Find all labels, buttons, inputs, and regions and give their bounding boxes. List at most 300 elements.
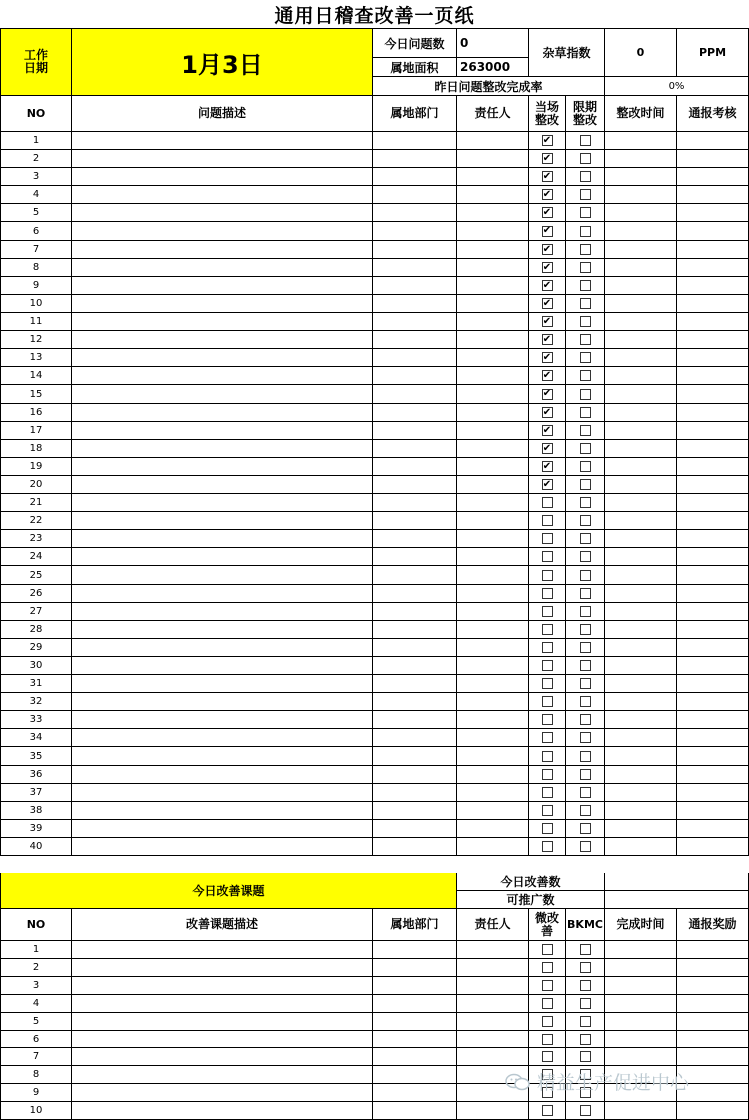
improve-desc-cell[interactable] [72,1013,373,1031]
issue-dept-cell[interactable] [373,566,457,585]
issue-owner-cell[interactable] [457,150,529,168]
issue-dept-cell[interactable] [373,820,457,838]
onsite-fix-checkbox[interactable]: ✔ [542,388,552,399]
issue-desc-cell[interactable] [72,349,373,367]
issue-desc-cell[interactable] [72,476,373,494]
improve-dept-cell[interactable] [373,1013,457,1031]
issue-fix-time-cell[interactable] [605,168,677,186]
issue-fix-time-cell[interactable] [605,729,677,747]
improve-finish-time-cell[interactable] [605,995,677,1013]
issue-desc-cell[interactable] [72,657,373,675]
issue-dept-cell[interactable] [373,476,457,494]
issue-desc-cell[interactable] [72,675,373,693]
micro-improve-checkbox[interactable] [542,1034,553,1045]
issue-owner-cell[interactable] [457,639,529,657]
improve-owner-cell[interactable] [457,1048,529,1066]
issue-desc-cell[interactable] [72,802,373,820]
issue-dept-cell[interactable] [373,458,457,476]
issue-owner-cell[interactable] [457,820,529,838]
issue-owner-cell[interactable] [457,222,529,241]
issue-fix-time-cell[interactable] [605,802,677,820]
issue-dept-cell[interactable] [373,422,457,440]
issue-notice-cell[interactable] [677,512,749,530]
issue-notice-cell[interactable] [677,132,749,150]
issue-notice-cell[interactable] [677,168,749,186]
deadline-fix-checkbox[interactable] [580,370,591,381]
issue-notice-cell[interactable] [677,476,749,494]
improve-dept-cell[interactable] [373,977,457,995]
deadline-fix-checkbox[interactable] [580,751,591,762]
issue-fix-time-cell[interactable] [605,838,677,856]
issue-fix-time-cell[interactable] [605,331,677,349]
issue-owner-cell[interactable] [457,494,529,512]
issue-notice-cell[interactable] [677,820,749,838]
improve-owner-cell[interactable] [457,1031,529,1048]
issue-desc-cell[interactable] [72,838,373,856]
issue-desc-cell[interactable] [72,530,373,548]
improve-dept-cell[interactable] [373,1031,457,1048]
issue-owner-cell[interactable] [457,313,529,331]
issue-fix-time-cell[interactable] [605,784,677,802]
issue-desc-cell[interactable] [72,132,373,150]
issue-dept-cell[interactable] [373,530,457,548]
today-improve-value[interactable] [605,873,749,891]
issue-notice-cell[interactable] [677,603,749,621]
issue-owner-cell[interactable] [457,349,529,367]
improve-owner-cell[interactable] [457,1102,529,1120]
issue-dept-cell[interactable] [373,657,457,675]
deadline-fix-checkbox[interactable] [580,461,591,472]
deadline-fix-checkbox[interactable] [580,787,591,798]
issue-fix-time-cell[interactable] [605,422,677,440]
deadline-fix-checkbox[interactable] [580,696,591,707]
issue-dept-cell[interactable] [373,766,457,784]
bkmc-checkbox[interactable] [580,1016,591,1027]
deadline-fix-checkbox[interactable] [580,425,591,436]
issue-notice-cell[interactable] [677,186,749,204]
onsite-fix-checkbox[interactable]: ✔ [542,478,552,490]
improve-desc-cell[interactable] [72,959,373,977]
improve-finish-time-cell[interactable] [605,1013,677,1031]
improve-desc-cell[interactable] [72,977,373,995]
issue-owner-cell[interactable] [457,259,529,277]
improve-dept-cell[interactable] [373,941,457,959]
issue-dept-cell[interactable] [373,385,457,404]
issue-desc-cell[interactable] [72,404,373,422]
bkmc-checkbox[interactable] [580,998,591,1009]
onsite-fix-checkbox[interactable] [542,497,553,508]
deadline-fix-checkbox[interactable] [580,352,591,363]
issue-notice-cell[interactable] [677,385,749,404]
issue-owner-cell[interactable] [457,440,529,458]
onsite-fix-checkbox[interactable]: ✔ [542,152,552,164]
issue-notice-cell[interactable] [677,458,749,476]
onsite-fix-checkbox[interactable] [542,751,553,762]
deadline-fix-checkbox[interactable] [580,226,591,237]
onsite-fix-checkbox[interactable]: ✔ [542,243,552,255]
improve-reward-cell[interactable] [677,1031,749,1048]
issue-desc-cell[interactable] [72,766,373,784]
improve-reward-cell[interactable] [677,1048,749,1066]
onsite-fix-checkbox[interactable]: ✔ [542,315,552,327]
deadline-fix-checkbox[interactable] [580,207,591,218]
bkmc-checkbox[interactable] [580,1051,591,1062]
issue-fix-time-cell[interactable] [605,693,677,711]
issue-dept-cell[interactable] [373,838,457,856]
issue-owner-cell[interactable] [457,585,529,603]
onsite-fix-checkbox[interactable]: ✔ [542,351,552,363]
micro-improve-checkbox[interactable] [542,944,553,955]
issue-dept-cell[interactable] [373,494,457,512]
improve-owner-cell[interactable] [457,1013,529,1031]
deadline-fix-checkbox[interactable] [580,660,591,671]
issue-notice-cell[interactable] [677,802,749,820]
issue-notice-cell[interactable] [677,838,749,856]
deadline-fix-checkbox[interactable] [580,551,591,562]
issue-desc-cell[interactable] [72,440,373,458]
issue-desc-cell[interactable] [72,729,373,747]
issue-notice-cell[interactable] [677,566,749,585]
issue-desc-cell[interactable] [72,241,373,259]
issue-fix-time-cell[interactable] [605,385,677,404]
issue-desc-cell[interactable] [72,693,373,711]
onsite-fix-checkbox[interactable] [542,606,553,617]
issue-dept-cell[interactable] [373,747,457,766]
onsite-fix-checkbox[interactable]: ✔ [542,442,552,454]
issue-dept-cell[interactable] [373,404,457,422]
issue-desc-cell[interactable] [72,168,373,186]
issue-fix-time-cell[interactable] [605,132,677,150]
improve-dept-cell[interactable] [373,959,457,977]
issue-fix-time-cell[interactable] [605,204,677,222]
issue-notice-cell[interactable] [677,766,749,784]
onsite-fix-checkbox[interactable]: ✔ [542,206,552,218]
issue-desc-cell[interactable] [72,603,373,621]
issue-dept-cell[interactable] [373,802,457,820]
deadline-fix-checkbox[interactable] [580,171,591,182]
improve-desc-cell[interactable] [72,995,373,1013]
improve-dept-cell[interactable] [373,1102,457,1120]
improve-finish-time-cell[interactable] [605,1048,677,1066]
issue-owner-cell[interactable] [457,675,529,693]
issue-dept-cell[interactable] [373,222,457,241]
issue-dept-cell[interactable] [373,132,457,150]
issue-owner-cell[interactable] [457,241,529,259]
onsite-fix-checkbox[interactable] [542,732,553,743]
onsite-fix-checkbox[interactable] [542,841,553,852]
issue-dept-cell[interactable] [373,729,457,747]
issue-owner-cell[interactable] [457,512,529,530]
onsite-fix-checkbox[interactable] [542,805,553,816]
deadline-fix-checkbox[interactable] [580,841,591,852]
issue-owner-cell[interactable] [457,784,529,802]
issue-owner-cell[interactable] [457,530,529,548]
issue-owner-cell[interactable] [457,367,529,385]
issue-owner-cell[interactable] [457,566,529,585]
micro-improve-checkbox[interactable] [542,1105,553,1116]
issue-fix-time-cell[interactable] [605,295,677,313]
issue-owner-cell[interactable] [457,802,529,820]
issue-dept-cell[interactable] [373,621,457,639]
issue-notice-cell[interactable] [677,693,749,711]
issue-owner-cell[interactable] [457,404,529,422]
issue-desc-cell[interactable] [72,277,373,295]
issue-fix-time-cell[interactable] [605,766,677,784]
issue-notice-cell[interactable] [677,729,749,747]
issue-dept-cell[interactable] [373,784,457,802]
improve-desc-cell[interactable] [72,1048,373,1066]
onsite-fix-checkbox[interactable] [542,515,553,526]
improve-finish-time-cell[interactable] [605,1031,677,1048]
onsite-fix-checkbox[interactable] [542,696,553,707]
issue-owner-cell[interactable] [457,277,529,295]
onsite-fix-checkbox[interactable]: ✔ [542,261,552,273]
issue-owner-cell[interactable] [457,422,529,440]
issue-dept-cell[interactable] [373,277,457,295]
issue-notice-cell[interactable] [677,295,749,313]
issue-fix-time-cell[interactable] [605,585,677,603]
issue-fix-time-cell[interactable] [605,476,677,494]
deadline-fix-checkbox[interactable] [580,497,591,508]
issue-fix-time-cell[interactable] [605,548,677,566]
improve-desc-cell[interactable] [72,1084,373,1102]
issue-desc-cell[interactable] [72,259,373,277]
improve-owner-cell[interactable] [457,941,529,959]
issue-owner-cell[interactable] [457,331,529,349]
issue-desc-cell[interactable] [72,331,373,349]
deadline-fix-checkbox[interactable] [580,316,591,327]
onsite-fix-checkbox[interactable]: ✔ [542,134,552,146]
onsite-fix-checkbox[interactable]: ✔ [542,279,552,291]
issue-owner-cell[interactable] [457,693,529,711]
issue-dept-cell[interactable] [373,259,457,277]
issue-fix-time-cell[interactable] [605,639,677,657]
issue-fix-time-cell[interactable] [605,820,677,838]
issue-desc-cell[interactable] [72,639,373,657]
issue-owner-cell[interactable] [457,168,529,186]
improve-owner-cell[interactable] [457,959,529,977]
deadline-fix-checkbox[interactable] [580,334,591,345]
issue-dept-cell[interactable] [373,548,457,566]
issue-fix-time-cell[interactable] [605,603,677,621]
issue-notice-cell[interactable] [677,784,749,802]
onsite-fix-checkbox[interactable] [542,769,553,780]
issue-owner-cell[interactable] [457,476,529,494]
onsite-fix-checkbox[interactable]: ✔ [542,170,552,182]
issue-notice-cell[interactable] [677,150,749,168]
onsite-fix-checkbox[interactable] [542,787,553,798]
improve-reward-cell[interactable] [677,959,749,977]
issue-desc-cell[interactable] [72,621,373,639]
micro-improve-checkbox[interactable] [542,980,553,991]
issue-fix-time-cell[interactable] [605,277,677,295]
issue-owner-cell[interactable] [457,657,529,675]
micro-improve-checkbox[interactable] [542,1016,553,1027]
issue-notice-cell[interactable] [677,241,749,259]
improve-owner-cell[interactable] [457,977,529,995]
improve-reward-cell[interactable] [677,977,749,995]
issue-notice-cell[interactable] [677,204,749,222]
improve-reward-cell[interactable] [677,941,749,959]
issue-notice-cell[interactable] [677,548,749,566]
issue-desc-cell[interactable] [72,820,373,838]
micro-improve-checkbox[interactable] [542,998,553,1009]
improve-desc-cell[interactable] [72,1031,373,1048]
deadline-fix-checkbox[interactable] [580,624,591,635]
issue-fix-time-cell[interactable] [605,657,677,675]
issue-owner-cell[interactable] [457,295,529,313]
issue-desc-cell[interactable] [72,711,373,729]
issue-notice-cell[interactable] [677,349,749,367]
issue-notice-cell[interactable] [677,277,749,295]
issue-fix-time-cell[interactable] [605,458,677,476]
issue-dept-cell[interactable] [373,440,457,458]
issue-owner-cell[interactable] [457,186,529,204]
issue-owner-cell[interactable] [457,603,529,621]
issue-desc-cell[interactable] [72,385,373,404]
improve-reward-cell[interactable] [677,995,749,1013]
issue-dept-cell[interactable] [373,639,457,657]
issue-desc-cell[interactable] [72,458,373,476]
issue-desc-cell[interactable] [72,295,373,313]
deadline-fix-checkbox[interactable] [580,443,591,454]
issue-owner-cell[interactable] [457,747,529,766]
issue-fix-time-cell[interactable] [605,367,677,385]
deadline-fix-checkbox[interactable] [580,479,591,490]
deadline-fix-checkbox[interactable] [580,244,591,255]
improve-finish-time-cell[interactable] [605,1102,677,1120]
issue-dept-cell[interactable] [373,693,457,711]
issue-notice-cell[interactable] [677,331,749,349]
issue-desc-cell[interactable] [72,747,373,766]
issue-notice-cell[interactable] [677,621,749,639]
bkmc-checkbox[interactable] [580,1105,591,1116]
issue-owner-cell[interactable] [457,621,529,639]
deadline-fix-checkbox[interactable] [580,769,591,780]
issue-desc-cell[interactable] [72,204,373,222]
improve-dept-cell[interactable] [373,1084,457,1102]
deadline-fix-checkbox[interactable] [580,588,591,599]
issue-notice-cell[interactable] [677,530,749,548]
issue-owner-cell[interactable] [457,729,529,747]
issue-desc-cell[interactable] [72,585,373,603]
onsite-fix-checkbox[interactable]: ✔ [542,225,552,236]
issue-fix-time-cell[interactable] [605,747,677,766]
issue-owner-cell[interactable] [457,711,529,729]
issue-fix-time-cell[interactable] [605,566,677,585]
onsite-fix-checkbox[interactable] [542,823,553,834]
issue-owner-cell[interactable] [457,838,529,856]
issue-dept-cell[interactable] [373,331,457,349]
deadline-fix-checkbox[interactable] [580,280,591,291]
onsite-fix-checkbox[interactable]: ✔ [542,406,552,418]
issue-desc-cell[interactable] [72,313,373,331]
deadline-fix-checkbox[interactable] [580,533,591,544]
improve-dept-cell[interactable] [373,1066,457,1084]
issue-fix-time-cell[interactable] [605,349,677,367]
onsite-fix-checkbox[interactable]: ✔ [542,188,552,200]
improve-desc-cell[interactable] [72,941,373,959]
onsite-fix-checkbox[interactable] [542,533,553,544]
issue-owner-cell[interactable] [457,204,529,222]
issue-fix-time-cell[interactable] [605,621,677,639]
deadline-fix-checkbox[interactable] [580,262,591,273]
onsite-fix-checkbox[interactable]: ✔ [542,297,552,309]
issue-owner-cell[interactable] [457,458,529,476]
deadline-fix-checkbox[interactable] [580,135,591,146]
improve-finish-time-cell[interactable] [605,941,677,959]
issue-dept-cell[interactable] [373,349,457,367]
issue-dept-cell[interactable] [373,186,457,204]
deadline-fix-checkbox[interactable] [580,732,591,743]
issue-fix-time-cell[interactable] [605,259,677,277]
issue-fix-time-cell[interactable] [605,530,677,548]
deadline-fix-checkbox[interactable] [580,153,591,164]
issue-fix-time-cell[interactable] [605,494,677,512]
deadline-fix-checkbox[interactable] [580,298,591,309]
issue-dept-cell[interactable] [373,295,457,313]
issue-notice-cell[interactable] [677,675,749,693]
improve-desc-cell[interactable] [72,1102,373,1120]
issue-desc-cell[interactable] [72,494,373,512]
issue-notice-cell[interactable] [677,747,749,766]
onsite-fix-checkbox[interactable]: ✔ [542,369,552,381]
issue-dept-cell[interactable] [373,711,457,729]
issue-fix-time-cell[interactable] [605,675,677,693]
onsite-fix-checkbox[interactable] [542,660,553,671]
issue-dept-cell[interactable] [373,241,457,259]
onsite-fix-checkbox[interactable] [542,678,553,689]
issue-desc-cell[interactable] [72,566,373,585]
issue-notice-cell[interactable] [677,639,749,657]
improve-desc-cell[interactable] [72,1066,373,1084]
deadline-fix-checkbox[interactable] [580,805,591,816]
micro-improve-checkbox[interactable] [542,1051,553,1062]
onsite-fix-checkbox[interactable]: ✔ [542,460,552,472]
improve-reward-cell[interactable] [677,1013,749,1031]
onsite-fix-checkbox[interactable] [542,642,553,653]
issue-desc-cell[interactable] [72,512,373,530]
issue-notice-cell[interactable] [677,711,749,729]
issue-owner-cell[interactable] [457,766,529,784]
issue-notice-cell[interactable] [677,422,749,440]
issue-dept-cell[interactable] [373,367,457,385]
deadline-fix-checkbox[interactable] [580,678,591,689]
issue-notice-cell[interactable] [677,222,749,241]
deadline-fix-checkbox[interactable] [580,642,591,653]
issue-notice-cell[interactable] [677,313,749,331]
deadline-fix-checkbox[interactable] [580,389,591,400]
issue-fix-time-cell[interactable] [605,222,677,241]
issue-dept-cell[interactable] [373,512,457,530]
deadline-fix-checkbox[interactable] [580,570,591,581]
issue-owner-cell[interactable] [457,385,529,404]
deadline-fix-checkbox[interactable] [580,515,591,526]
issue-desc-cell[interactable] [72,150,373,168]
improve-finish-time-cell[interactable] [605,959,677,977]
issue-fix-time-cell[interactable] [605,512,677,530]
deadline-fix-checkbox[interactable] [580,606,591,617]
bkmc-checkbox[interactable] [580,980,591,991]
micro-improve-checkbox[interactable] [542,962,553,973]
issue-fix-time-cell[interactable] [605,186,677,204]
deadline-fix-checkbox[interactable] [580,407,591,418]
issue-notice-cell[interactable] [677,259,749,277]
promotable-value[interactable] [605,891,749,909]
bkmc-checkbox[interactable] [580,962,591,973]
issue-notice-cell[interactable] [677,494,749,512]
bkmc-checkbox[interactable] [580,944,591,955]
